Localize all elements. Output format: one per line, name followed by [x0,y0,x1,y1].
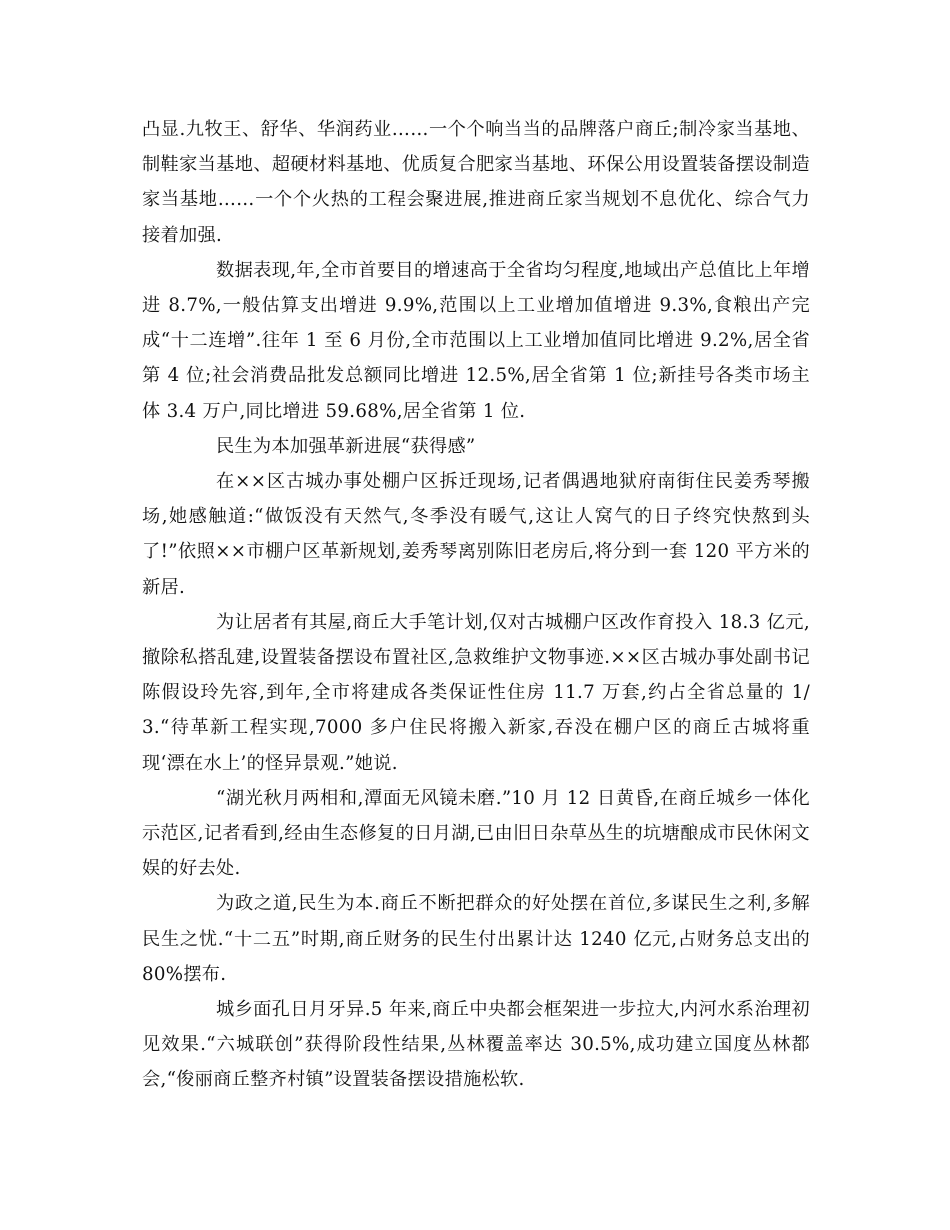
paragraph: 为政之道,民生为本.商丘不断把群众的好处摆在首位,多谋民生之利,多解民生之忧.“十二五”时期,商丘财务的民生付出累计达 1240 亿元,占财务总支出的 80%摆布. [142,893,810,985]
paragraph: 城乡面孔日月牙异.5 年来,商丘中央都会框架进一步拉大,内河水系治理初见效果.“六城联创”获得阶段性结果,丛林覆盖率达 30.5%,成功建立国度丛林都会,“俊丽商丘整齐村镇”设置装备摆设措施松软. [142,999,810,1091]
paragraph: 在××区古城办事处棚户区拆迁现场,记者偶遇地狱府南街住民姜秀琴搬场,她感触道:“做饭没有天然气,冬季没有暖气,这让人窝气的日子终究快熬到头了!”依照××市棚户区革新规划,姜秀琴离别陈旧老房后,将分到一套 120 平方米的新居. [142,471,810,598]
section-heading: 民生为本加强革新进展“获得感” [216,435,476,457]
paragraph: “湖光秋月两相和,潭面无风镜未磨.”10 月 12 日黄昏,在商丘城乡一体化示范区,记者看到,经由生态修复的日月湖,已由旧日杂草丛生的坑塘酿成市民休闲文娱的好去处. [142,787,810,880]
paragraph: 数据表现,年,全市首要目的增速高于全省均匀程度,地域出产总值比上年增进 8.7%,一般估算支出增进 9.9%,范围以上工业增加值增进 9.3%,食粮出产完成“十二连增”.往年 1 至 6 月份,全市范围以上工业增加值同比增进 9.2%,居全省第 4 位;社会消费品批发总额同比增进 12.5%,居全省第 1 位;新挂号各类市场主体 3.4 万户,同比增进 59.68%,居全省第 1 位. [142,259,810,422]
paragraph: 凸显.九牧王、舒华、华润药业……一个个响当当的品牌落户商丘;制冷家当基地、制鞋家当基地、超硬材料基地、优质复合肥家当基地、环保公用设置装备摆设制造家当基地……一个个火热的工程会聚进展,推进商丘家当规划不息优化、综合气力接着加强. [142,119,810,246]
article-body [142,112,810,1098]
paragraph: 为让居者有其屋,商丘大手笔计划,仅对古城棚户区改作育投入 18.3 亿元,撤除私搭乱建,设置装备摆设布置社区,急救维护文物事迹.××区古城办事处副书记陈假设玲先容,到年,全市将建成各类保证性住房 11.7 万套,约占全省总量的 1/3.“待革新工程实现,7000 多户住民将搬入新家,吞没在棚户区的商丘古城将重现‘漂在水上’的怪异景观.”她说. [142,611,810,774]
